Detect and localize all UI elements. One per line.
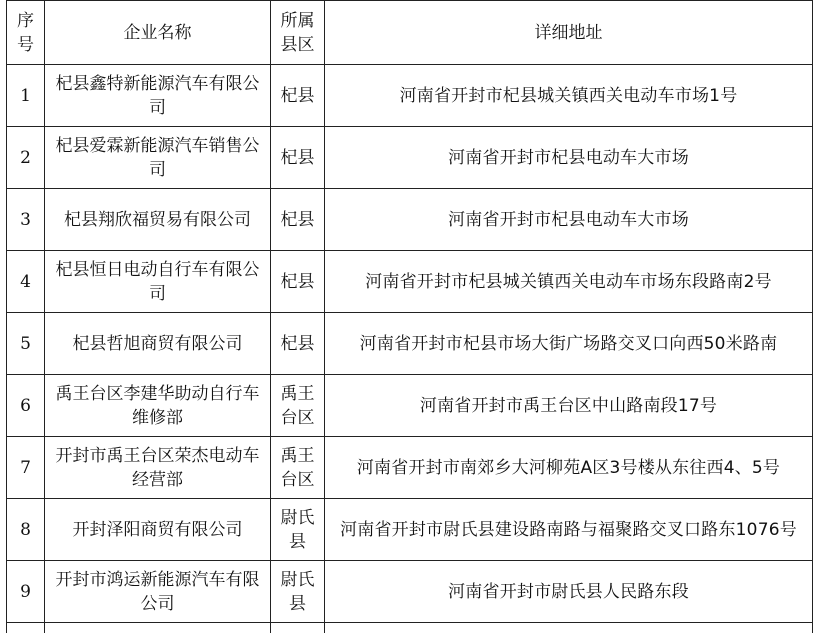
- row-county: 禹王台区: [271, 437, 325, 499]
- enterprise-table: [6, 0, 813, 633]
- row-county: 杞县: [271, 251, 325, 313]
- row-address: 河南省开封市南郊乡大河柳苑A区3号楼从东往西4、5号: [325, 437, 813, 499]
- table-row: [7, 313, 813, 375]
- row-county: 尉氏县: [271, 561, 325, 623]
- row-company: 开封泽阳商贸有限公司: [45, 499, 271, 561]
- row-index: 2: [7, 127, 45, 189]
- row-address: 河南省开封市杞县城关镇西关电动车市场1号: [325, 65, 813, 127]
- row-company: 杞县恒日电动自行车有限公司: [45, 251, 271, 313]
- row-address-partial: [325, 623, 813, 633]
- row-index: 7: [7, 437, 45, 499]
- row-county-partial: [271, 623, 325, 633]
- row-index: 5: [7, 313, 45, 375]
- table-row: [7, 65, 813, 127]
- table-body: [7, 65, 813, 633]
- row-address: 河南省开封市杞县电动车大市场: [325, 189, 813, 251]
- row-company: 开封市鸿运新能源汽车有限公司: [45, 561, 271, 623]
- row-county: 杞县: [271, 313, 325, 375]
- row-county: 杞县: [271, 127, 325, 189]
- table-row: [7, 499, 813, 561]
- row-index: 8: [7, 499, 45, 561]
- row-county: 杞县: [271, 65, 325, 127]
- row-address: 河南省开封市杞县电动车大市场: [325, 127, 813, 189]
- row-index: 3: [7, 189, 45, 251]
- row-county: 禹王台区: [271, 375, 325, 437]
- table-row: [7, 561, 813, 623]
- row-company: 开封市禹王台区荣杰电动车经营部: [45, 437, 271, 499]
- header-address: 详细地址: [325, 1, 813, 65]
- row-address: 河南省开封市杞县城关镇西关电动车市场东段路南2号: [325, 251, 813, 313]
- header-row: [7, 1, 813, 65]
- table-row: [7, 127, 813, 189]
- header-county: 所属县区: [271, 1, 325, 65]
- row-company-partial: [45, 623, 271, 633]
- row-address: 河南省开封市尉氏县建设路南路与福聚路交叉口路东1076号: [325, 499, 813, 561]
- row-company: 杞县鑫特新能源汽车有限公司: [45, 65, 271, 127]
- row-company: 杞县翔欣福贸易有限公司: [45, 189, 271, 251]
- row-address: 河南省开封市禹王台区中山路南段17号: [325, 375, 813, 437]
- row-company: 杞县哲旭商贸有限公司: [45, 313, 271, 375]
- enterprise-table-wrapper: [6, 0, 812, 633]
- row-index: 4: [7, 251, 45, 313]
- table-row: [7, 189, 813, 251]
- table-row: [7, 375, 813, 437]
- row-index: 9: [7, 561, 45, 623]
- row-county: 尉氏县: [271, 499, 325, 561]
- table-header: [7, 1, 813, 65]
- row-index: 6: [7, 375, 45, 437]
- row-index: 1: [7, 65, 45, 127]
- row-index-partial: [7, 623, 45, 633]
- table-row-partial: [7, 623, 813, 633]
- row-company: 杞县爱霖新能源汽车销售公司: [45, 127, 271, 189]
- row-company: 禹王台区李建华助动自行车维修部: [45, 375, 271, 437]
- row-address: 河南省开封市尉氏县人民路东段: [325, 561, 813, 623]
- header-index: 序号: [7, 1, 45, 65]
- table-row: [7, 251, 813, 313]
- table-row: [7, 437, 813, 499]
- row-county: 杞县: [271, 189, 325, 251]
- row-address: 河南省开封市杞县市场大街广场路交叉口向西50米路南: [325, 313, 813, 375]
- header-company: 企业名称: [45, 1, 271, 65]
